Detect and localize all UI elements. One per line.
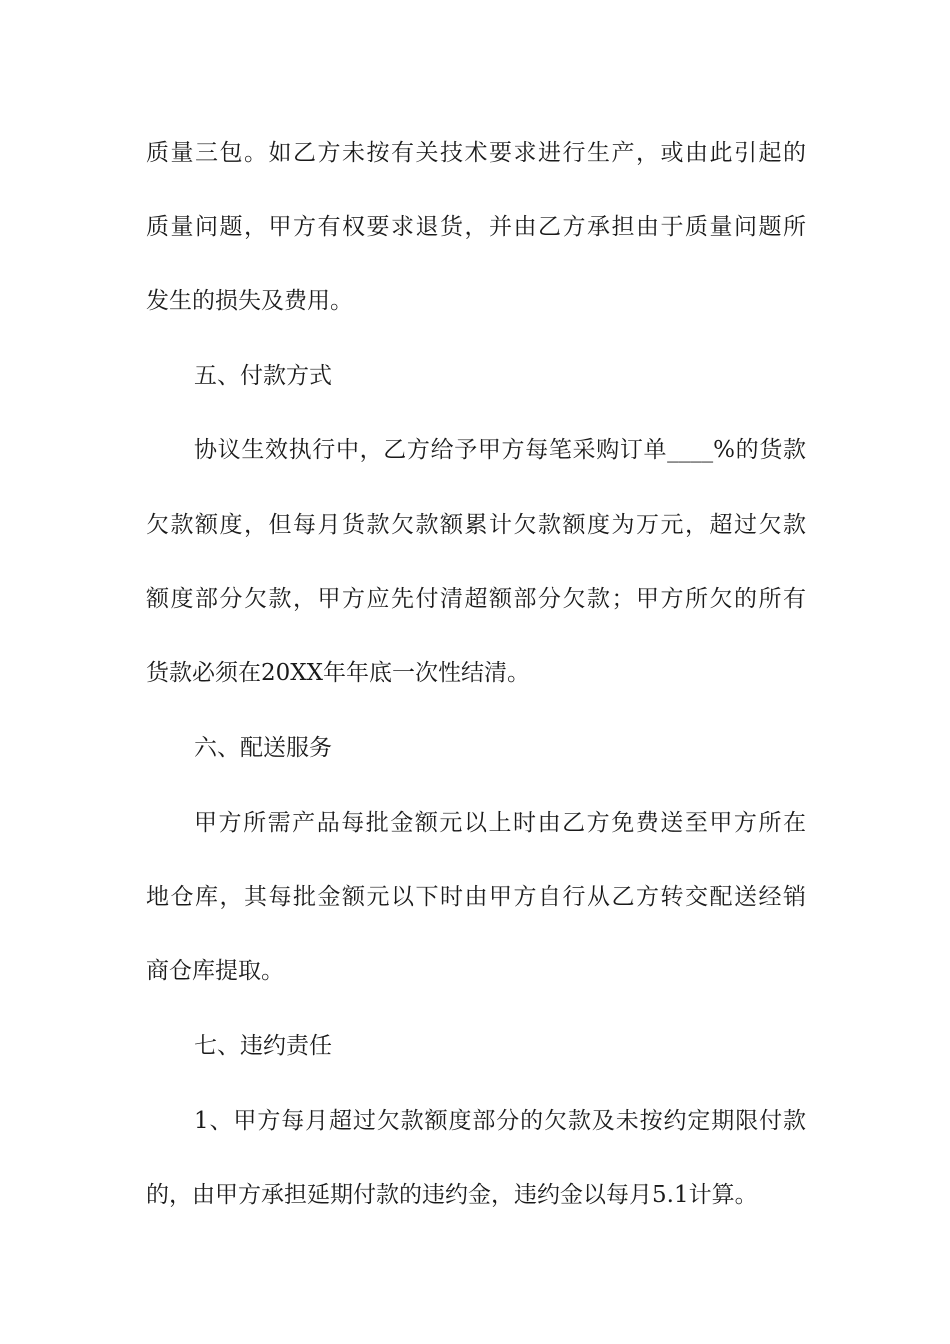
paragraph-line: 质量问题，甲方有权要求退货，并由乙方承担由于质量问题所 — [146, 214, 806, 240]
section-heading: 七、违约责任 — [194, 1033, 332, 1059]
section-heading: 六、配送服务 — [194, 735, 332, 761]
paragraph-line: 商仓库提取。 — [146, 958, 284, 984]
paragraph-line: 协议生效执行中，乙方给予甲方每笔采购订单____%的货款 — [194, 437, 806, 463]
paragraph-line: 甲方所需产品每批金额元以上时由乙方免费送至甲方所在 — [194, 810, 806, 836]
paragraph-line: 额度部分欠款，甲方应先付清超额部分欠款；甲方所欠的所有 — [146, 586, 806, 612]
paragraph-line: 的，由甲方承担延期付款的违约金，违约金以每月5.1计算。 — [146, 1182, 758, 1208]
paragraph-line: 发生的损失及费用。 — [146, 288, 353, 314]
paragraph-line: 1、甲方每月超过欠款额度部分的欠款及未按约定期限付款 — [194, 1108, 806, 1134]
paragraph-line: 货款必须在20XX年年底一次性结清。 — [146, 660, 531, 686]
paragraph-line: 质量三包。如乙方未按有关技术要求进行生产，或由此引起的 — [146, 140, 806, 166]
paragraph-line: 地仓库，其每批金额元以下时由甲方自行从乙方转交配送经销 — [146, 884, 806, 910]
paragraph-line: 欠款额度，但每月货款欠款额累计欠款额度为万元，超过欠款 — [146, 512, 806, 538]
section-heading: 五、付款方式 — [194, 363, 332, 389]
